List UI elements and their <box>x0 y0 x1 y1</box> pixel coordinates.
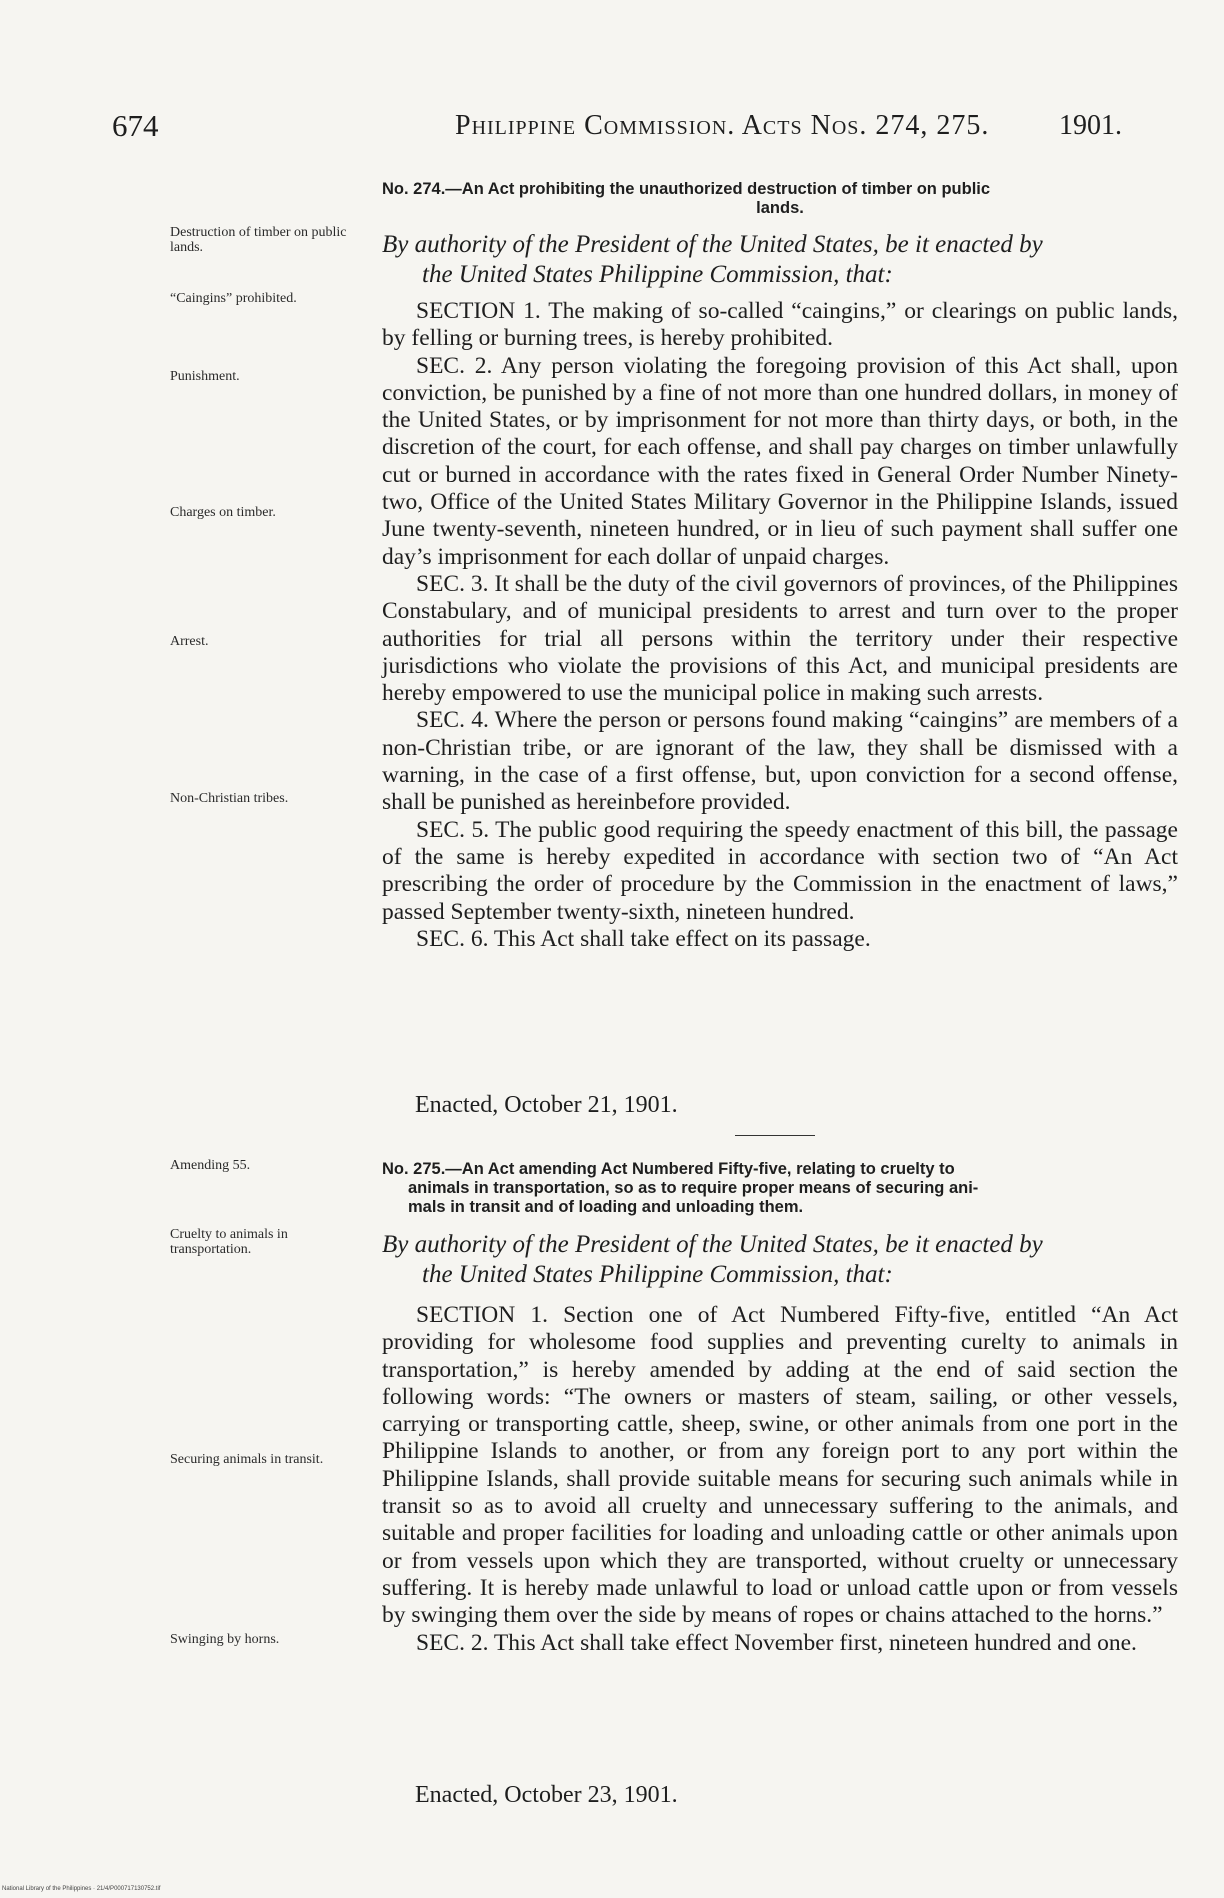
act-274-section-3: SEC. 3. It shall be the duty of the civil governors of provinces, of the Philippines Constabulary, and of municipal presidents to arrest and turn over to the proper authorities for trial all persons within the territory under their respective jurisdictions who violate the provisions of this Act, and municipal presidents are hereby empowered to use the municipal police in making such arrests. <box>382 570 1178 707</box>
page-header <box>112 108 1122 148</box>
act-275-title-line1: No. 275.—An Act amending Act Numbered Fifty-five, relating to cruelty to <box>382 1160 955 1178</box>
margin-note-nonchristian: Non-Christian tribes. <box>170 791 289 806</box>
act-275-section-2: SEC. 2. This Act shall take effect November first, nineteen hundred and one. <box>416 1629 1137 1656</box>
margin-note-punishment: Punishment. <box>170 369 240 384</box>
act-274-title-line1: No. 274.—An Act prohibiting the unauthorized destruction of timber on public <box>382 180 991 198</box>
margin-note-cruelty: Cruelty to animals in transportation. <box>170 1227 288 1257</box>
act-275-enacting-line2: the United States Philippine Commission, that: <box>422 1261 893 1288</box>
act-274-section-4: SEC. 4. Where the person or persons found making “caingins” are members of a non-Christian tribe, or are ignorant of the law, they shall be dismissed with a warning, in the case of a first offense, but, upon conviction for a second offense, shall be punished as hereinbefore provided. <box>382 707 1178 816</box>
act-275-section-1: SECTION 1. Section one of Act Numbered Fifty-five, entitled “An Act providing for wholesome food supplies and preventing curelty to animals in transportation,” is hereby amended by adding at the end of said section the following words: “The owners or masters of steam, sailing, or other vessels, carrying or transporting cattle, sheep, swine, or other animals from one port in the Philippine Islands to another, or from any foreign port to any port within the Philippine Islands, shall provide suitable means for securing such animals while in transit so as to avoid all cruelty and unnecessary suffering to the animals, and suitable and proper facilities for loading and unloading cattle or other animals upon or from vessels upon which they are transported, without cruelty or unnecessary suffering. It is hereby made unlawful to load or unload cattle upon or from vessels by swinging them over the side by means of ropes or chains attached to the horns.” <box>382 1302 1178 1629</box>
act-274-body <box>382 298 1178 953</box>
section-divider <box>735 1135 815 1136</box>
act-275-title-line2: animals in transportation, so as to require proper means of securing ani- <box>408 1179 979 1197</box>
act-274-title <box>382 180 1178 218</box>
act-274-enacting-line2: the United States Philippine Commission, that: <box>422 261 893 288</box>
scan-footer: National Library of the Philippines · 21/4/P000717130752.tif <box>2 1886 161 1892</box>
margin-note-securing: Securing animals in transit. <box>170 1452 324 1467</box>
margin-note-charges: Charges on timber. <box>170 505 276 520</box>
act-274-section-6: SEC. 6. This Act shall take effect on its passage. <box>416 925 871 952</box>
act-275-enacted-date: Enacted, October 23, 1901. <box>415 1782 678 1808</box>
margin-note-swinging: Swinging by horns. <box>170 1632 280 1647</box>
margin-note-destruction: Destruction of timber on public lands. <box>170 225 347 255</box>
act-274-section-5: SEC. 5. The public good requiring the speedy enactment of this bill, the passage of the same is hereby expedited in accordance with section two of “An Act prescribing the order of procedure by the Commission in the enactment of laws,” passed September twenty-sixth, nineteen hundred. <box>382 816 1178 925</box>
act-274-section-1: SECTION 1. The making of so-called “caingins,” or clearings on public lands, by felling or burning trees, is hereby prohibited. <box>382 298 1178 352</box>
act-274-enacting-line1: By authority of the President of the United States, be it enacted by <box>382 231 1043 258</box>
page-number: 674 <box>112 108 159 143</box>
act-275-body <box>382 1302 1178 1657</box>
act-274-section-2: SEC. 2. Any person violating the foregoing provision of this Act shall, upon conviction, be punished by a fine of not more than one hundred dollars, in money of the United States, or by imprisonment for not more than thirty days, or both, in the discretion of the court, for each offense, and shall pay charges on timber unlawfully cut or burned in accordance with the rates fixed in General Order Number Ninety-two, Office of the United States Military Governor in the Philippine Islands, issued June twenty-seventh, nineteen hundred, or in lieu of such payment shall suffer one day’s imprisonment for each dollar of unpaid charges. <box>382 352 1178 570</box>
act-275-title-line3: mals in transit and of loading and unloading them. <box>408 1198 804 1216</box>
margin-note-arrest: Arrest. <box>170 634 209 649</box>
margin-note-amending: Amending 55. <box>170 1158 251 1173</box>
act-275-title <box>382 1160 1178 1217</box>
header-year: 1901. <box>1059 110 1122 141</box>
act-275-enacting-line1: By authority of the President of the United States, be it enacted by <box>382 1231 1043 1258</box>
act-274-enacted-date: Enacted, October 21, 1901. <box>415 1092 678 1118</box>
act-275-enacting-clause <box>382 1230 1178 1290</box>
act-274-enacting-clause <box>382 230 1178 290</box>
margin-note-caingins: “Caingins” prohibited. <box>170 291 297 306</box>
act-274-title-line2: lands. <box>756 199 804 217</box>
running-head: Philippine Commission. Acts Nos. 274, 275. <box>455 110 990 141</box>
